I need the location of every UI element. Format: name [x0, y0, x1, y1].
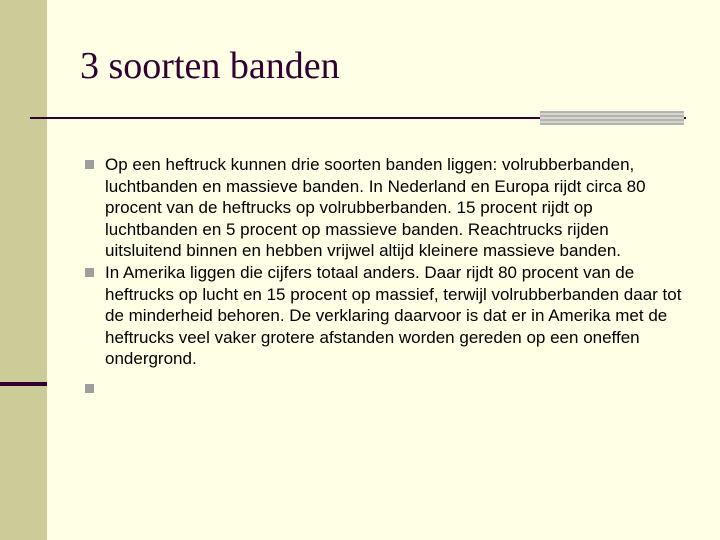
slide-title: 3 soorten banden [80, 45, 340, 87]
bullet-item-empty [85, 370, 685, 400]
title-underline-accent [540, 111, 684, 125]
bullet-list [85, 154, 685, 400]
bullet-item [85, 262, 685, 370]
left-decorative-band [0, 0, 47, 540]
square-bullet-icon [85, 268, 94, 277]
bullet-text: In Amerika liggen die cijfers totaal anders. Daar rijdt 80 procent van de heftrucks op lucht en 15 procent op massief, terwijl volrubberbanden daar tot de minderheid behoren. De verklaring daarvoor is dat er in Amerika met de heftrucks veel vaker grotere afstanden worden gereden op een oneffen ondergrond. [105, 262, 682, 369]
left-band-accent-line [0, 382, 47, 386]
square-bullet-icon [85, 384, 94, 393]
bullet-text: Op een heftruck kunnen drie soorten banden liggen: volrubberbanden, luchtbanden en massieve banden. In Nederland en Europa rijdt circa 80 procent van de heftrucks op volrubberbanden. 15 procent rijdt op luchtbanden en 5 procent op massieve banden. Reachtrucks rijden uitsluitend binnen en hebben vrijwel altijd kleinere massieve banden. [105, 155, 646, 261]
square-bullet-icon [85, 160, 94, 169]
bullet-item [85, 154, 685, 262]
